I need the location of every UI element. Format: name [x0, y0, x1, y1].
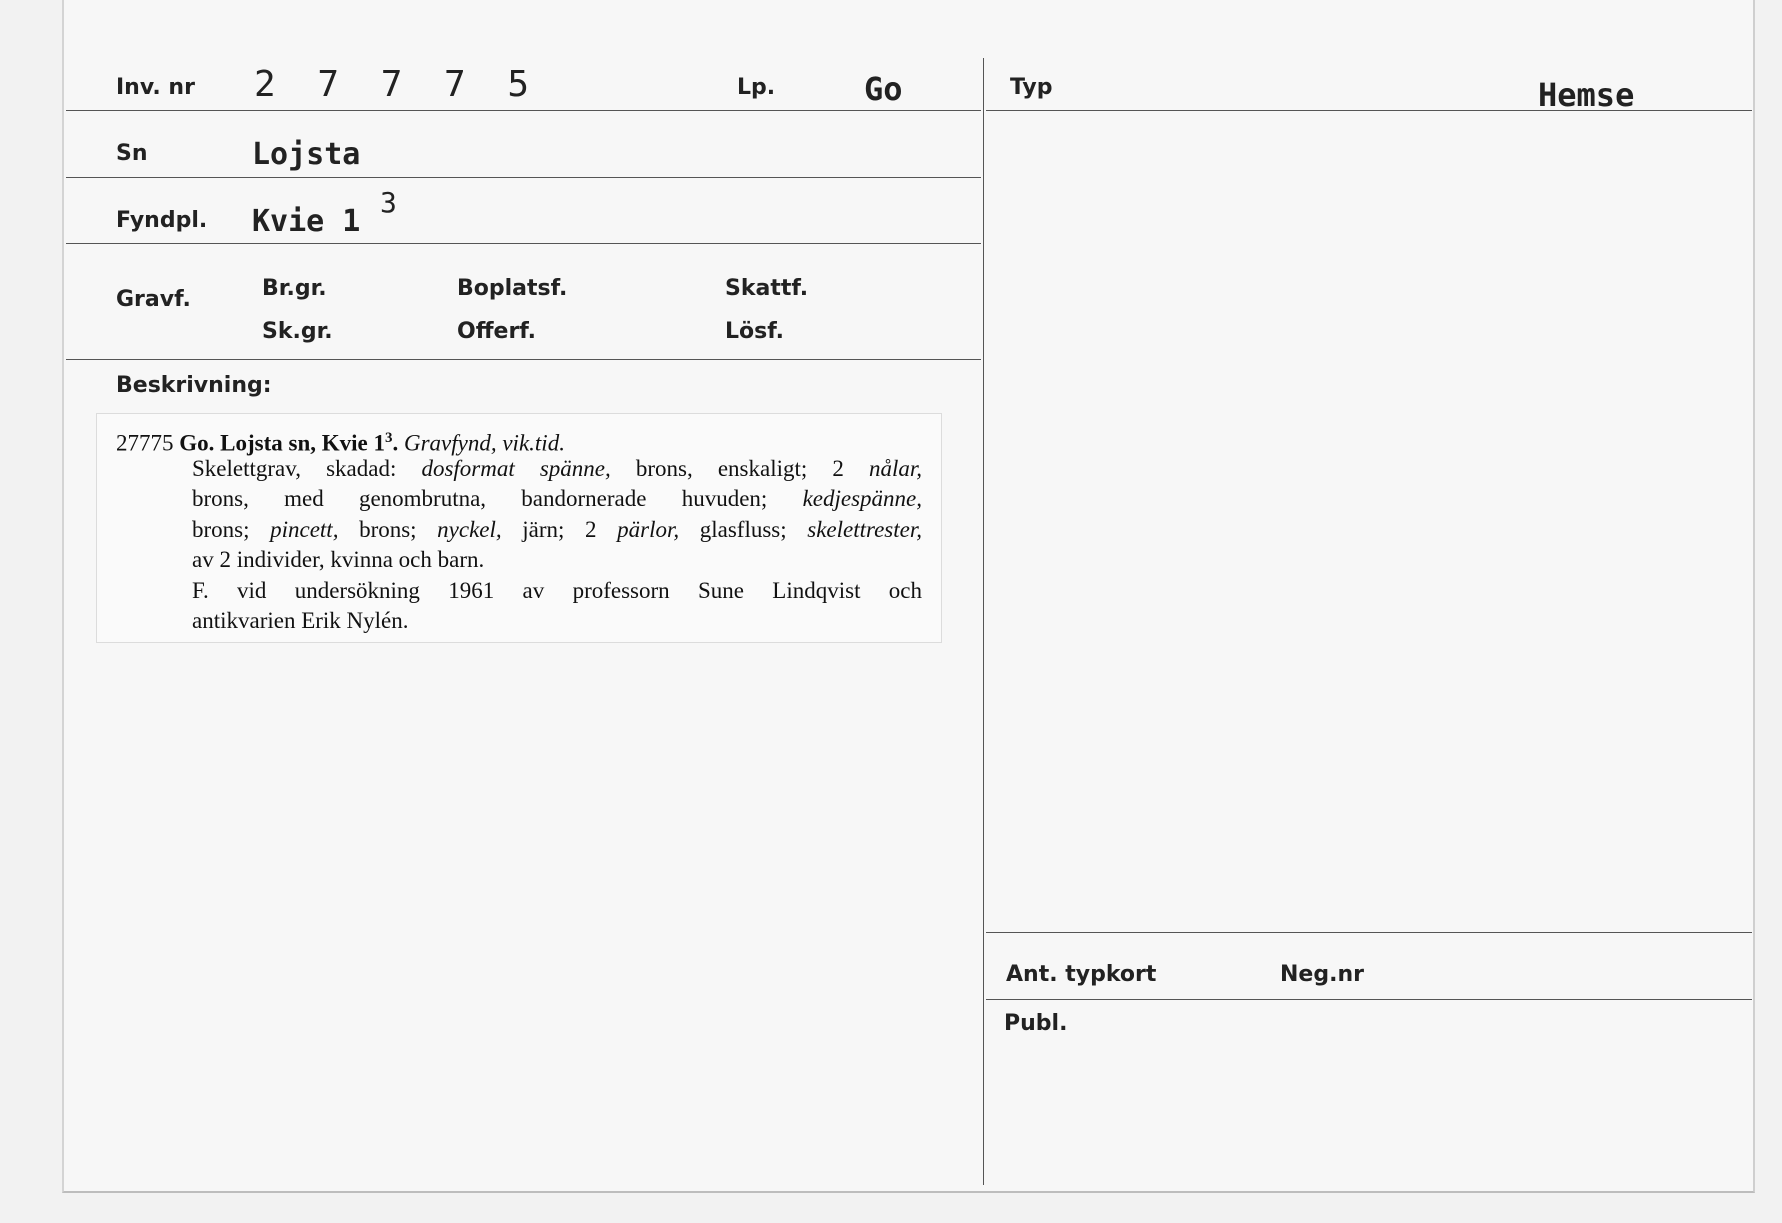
description-heading-sup: 3: [384, 430, 393, 446]
description-heading-italic: Gravfynd, vik.tid.: [403, 430, 565, 456]
typ-label: Typ: [1010, 75, 1053, 100]
desc-l2-a: Skelettgrav, skadad:: [192, 456, 397, 481]
description-heading-dot: .: [392, 430, 399, 456]
rule-inv-nr: [66, 110, 981, 111]
sn-value: Lojsta: [252, 137, 361, 172]
description-inv-nr: 27775: [116, 430, 174, 456]
desc-l4-e: järn; 2: [522, 517, 597, 542]
boplatsf-label: Boplatsf.: [457, 276, 568, 301]
desc-l4-c: brons;: [359, 517, 417, 542]
neg-nr-label: Neg.nr: [1280, 962, 1364, 987]
losf-label: Lösf.: [725, 319, 784, 344]
sn-label: Sn: [116, 141, 148, 166]
desc-l4-d: nyckel,: [437, 517, 502, 542]
description-line-7: antikvarien Erik Nylén.: [192, 608, 409, 633]
ant-typkort-label: Ant. typkort: [1006, 962, 1157, 987]
description-line-6: F. vid undersökning 1961 av professorn Sune Lindqvist och: [192, 578, 922, 603]
inv-nr-label: Inv. nr: [116, 75, 195, 100]
desc-l4-b: pincett,: [270, 517, 339, 542]
rule-typ: [986, 110, 1752, 111]
desc-l4-h: skelettrester,: [807, 517, 923, 542]
fyndpl-superscript: 3: [380, 186, 397, 219]
rule-gravf: [66, 359, 981, 360]
rule-sn: [66, 177, 981, 178]
typ-value: Hemse: [1538, 76, 1635, 114]
skattf-label: Skattf.: [725, 276, 809, 301]
inv-nr-value: 2 7 7 7 5: [254, 64, 540, 105]
description-line-4: [192, 515, 922, 546]
desc-l3-b: kedjespänne,: [802, 486, 922, 511]
gravf-label: Gravf.: [116, 287, 191, 312]
description-line-2: [192, 454, 922, 485]
desc-l2-c: brons, enskaligt; 2: [635, 456, 844, 481]
rule-neg-nr: [986, 999, 1752, 1000]
desc-l4-f: pärlor,: [617, 517, 680, 542]
br-gr-label: Br.gr.: [262, 276, 327, 301]
desc-l2-d: nålar,: [869, 456, 923, 481]
column-divider: [983, 58, 984, 1185]
lp-label: Lp.: [737, 75, 776, 100]
fyndpl-label: Fyndpl.: [116, 208, 208, 233]
beskrivning-label: Beskrivning:: [116, 373, 272, 398]
fyndpl-value: Kvie 1: [252, 204, 361, 239]
rule-fyndpl: [66, 243, 981, 244]
desc-l4-a: brons;: [192, 517, 250, 542]
publ-label: Publ.: [1004, 1011, 1068, 1036]
description-line-3: [192, 484, 922, 515]
desc-l3-a: brons, med genombrutna, bandornerade huvuden;: [192, 486, 768, 511]
lp-value: Go: [864, 70, 903, 108]
desc-l4-g: glasfluss;: [699, 517, 787, 542]
description-heading: Go. Lojsta sn, Kvie 1: [179, 430, 385, 456]
offerf-label: Offerf.: [457, 319, 537, 344]
description-line-5: av 2 individer, kvinna och barn.: [192, 547, 485, 572]
sk-gr-label: Sk.gr.: [262, 319, 333, 344]
desc-l2-b: dosformat spänne,: [421, 456, 611, 481]
rule-ant-typkort-top: [986, 932, 1752, 933]
